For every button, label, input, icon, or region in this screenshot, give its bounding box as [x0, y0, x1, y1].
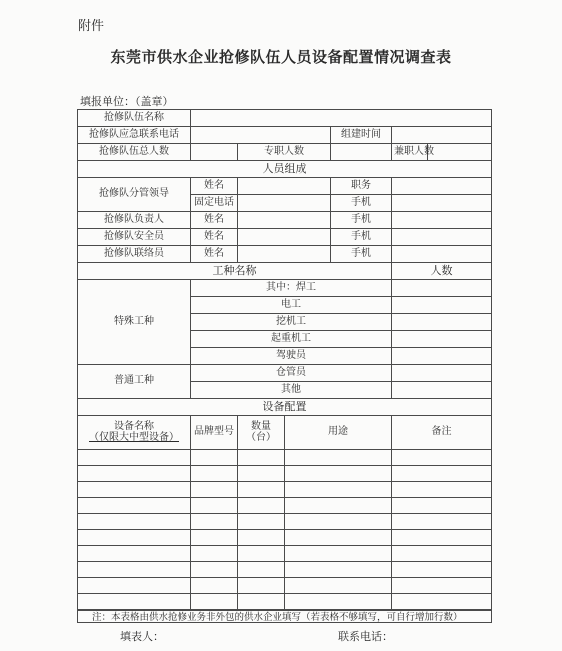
total-count-field[interactable]: [191, 144, 238, 161]
page-title: 东莞市供水企业抢修队伍人员设备配置情况调查表: [110, 48, 452, 66]
leader-mobile-field[interactable]: [392, 195, 492, 212]
equipment-cell[interactable]: [78, 562, 191, 578]
personnel-section-header: 人员组成: [78, 161, 492, 178]
welder-count-field[interactable]: [392, 280, 492, 297]
equipment-cell[interactable]: [191, 514, 238, 530]
equipment-cell[interactable]: [392, 546, 492, 562]
equipment-cell[interactable]: [392, 450, 492, 466]
other-count-field[interactable]: [392, 382, 492, 399]
liaison-name-label: 姓名: [191, 246, 238, 263]
head-mobile-label: 手机: [331, 212, 392, 229]
use-header: 用途: [285, 416, 392, 450]
equipment-cell[interactable]: [238, 546, 285, 562]
equipment-cell[interactable]: [285, 578, 392, 594]
equipment-cell[interactable]: [285, 466, 392, 482]
equipment-cell[interactable]: [78, 594, 191, 610]
equipment-cell[interactable]: [392, 578, 492, 594]
warehouse-count-field[interactable]: [392, 365, 492, 382]
equipment-cell[interactable]: [78, 546, 191, 562]
fill-unit-label: 填报单位：（盖章）: [80, 95, 174, 108]
special-trades-label: 特殊工种: [78, 280, 191, 365]
general-trades-label: 普通工种: [78, 365, 191, 399]
parttime-count-label: 兼职人数: [392, 144, 428, 161]
equipment-cell[interactable]: [78, 514, 191, 530]
fulltime-count-label: 专职人数: [238, 144, 331, 161]
trades-header: 工种名称: [78, 263, 392, 280]
equipment-cell[interactable]: [392, 562, 492, 578]
equipment-cell[interactable]: [238, 450, 285, 466]
equipment-cell[interactable]: [392, 530, 492, 546]
equipment-cell[interactable]: [78, 482, 191, 498]
qty-line2: （台）: [246, 431, 276, 443]
safety-mobile-field[interactable]: [392, 229, 492, 246]
total-count-label: 抢修队伍总人数: [78, 144, 191, 161]
equipment-cell[interactable]: [191, 594, 238, 610]
trade-welder: [191, 280, 392, 297]
leader-mobile-label: 手机: [331, 195, 392, 212]
equipment-cell[interactable]: [78, 466, 191, 482]
electrician-count-field[interactable]: [392, 297, 492, 314]
attachment-label: 附件: [78, 19, 105, 34]
welder-label: 焊工: [296, 281, 316, 293]
equipment-cell[interactable]: [78, 450, 191, 466]
equipment-name-line2: （仅限大中型设备）: [89, 431, 179, 443]
qty-header: [238, 416, 285, 450]
team-name-label: 抢修队伍名称: [78, 110, 191, 127]
head-name-field[interactable]: [238, 212, 331, 229]
liaison-label: 抢修队联络员: [78, 246, 191, 263]
trade-excavator: 挖机工: [191, 314, 392, 331]
trade-driver: 驾驶员: [191, 348, 392, 365]
safety-name-field[interactable]: [238, 229, 331, 246]
head-label: 抢修队负责人: [78, 212, 191, 229]
equipment-cell[interactable]: [78, 498, 191, 514]
leader-name-field[interactable]: [238, 178, 331, 195]
equipment-cell[interactable]: [238, 466, 285, 482]
equipment-cell[interactable]: [285, 546, 392, 562]
equipment-cell[interactable]: [392, 466, 492, 482]
leader-name-label: 姓名: [191, 178, 238, 195]
remark-header: 备注: [392, 416, 492, 450]
welder-prefix: 其中：: [266, 281, 296, 293]
leader-position-label: 职务: [331, 178, 392, 195]
equipment-cell[interactable]: [238, 578, 285, 594]
equipment-cell[interactable]: [285, 450, 392, 466]
contact-phone-label: 联系电话：: [338, 630, 393, 643]
fulltime-count-field[interactable]: [331, 144, 392, 161]
equipment-cell[interactable]: [238, 498, 285, 514]
filler-label: 填表人：: [120, 630, 164, 643]
trade-electrician: 电工: [191, 297, 392, 314]
leader-position-field[interactable]: [392, 178, 492, 195]
liaison-mobile-label: 手机: [331, 246, 392, 263]
equipment-cell[interactable]: [191, 530, 238, 546]
equipment-cell[interactable]: [285, 562, 392, 578]
equipment-cell[interactable]: [191, 578, 238, 594]
equipment-cell[interactable]: [285, 482, 392, 498]
leader-landline-label: 固定电话: [191, 195, 238, 212]
equipment-name-header: [78, 416, 191, 450]
founded-label: 组建时间: [331, 127, 392, 144]
team-name-field[interactable]: [191, 110, 492, 127]
form-note: 注：本表格由供水抢修业务非外包的供水企业填写（若表格不够填写，可自行增加行数）: [92, 612, 463, 623]
equipment-name-line1: 设备名称: [114, 421, 154, 432]
equipment-section-header: 设备配置: [78, 399, 492, 416]
equipment-cell[interactable]: [392, 594, 492, 610]
equipment-cell[interactable]: [191, 562, 238, 578]
equipment-cell[interactable]: [392, 498, 492, 514]
equipment-cell[interactable]: [78, 578, 191, 594]
equipment-cell[interactable]: [238, 514, 285, 530]
trades-count-header: 人数: [392, 263, 492, 280]
equipment-cell[interactable]: [191, 546, 238, 562]
founded-field[interactable]: [392, 127, 492, 144]
equipment-cell[interactable]: [392, 482, 492, 498]
leader-landline-field[interactable]: [238, 195, 331, 212]
equipment-cell[interactable]: [191, 466, 238, 482]
qty-line1: 数量: [251, 421, 271, 432]
trade-crane: 起重机工: [191, 331, 392, 348]
emergency-phone-field[interactable]: [191, 127, 331, 144]
liaison-name-field[interactable]: [238, 246, 331, 263]
equipment-cell[interactable]: [191, 450, 238, 466]
trade-warehouse: 仓管员: [191, 365, 392, 382]
emergency-phone-label: 抢修队应急联系电话: [78, 127, 191, 144]
safety-mobile-label: 手机: [331, 229, 392, 246]
equipment-cell[interactable]: [285, 530, 392, 546]
safety-label: 抢修队安全员: [78, 229, 191, 246]
head-name-label: 姓名: [191, 212, 238, 229]
equipment-cell[interactable]: [285, 594, 392, 610]
driver-count-field[interactable]: [392, 348, 492, 365]
safety-name-label: 姓名: [191, 229, 238, 246]
brand-header: 品牌型号: [191, 416, 238, 450]
equipment-cell[interactable]: [238, 482, 285, 498]
trade-other: 其他: [191, 382, 392, 399]
excavator-count-field[interactable]: [392, 314, 492, 331]
equipment-cell[interactable]: [78, 530, 191, 546]
equipment-cell[interactable]: [238, 594, 285, 610]
equipment-cell[interactable]: [238, 530, 285, 546]
equipment-cell[interactable]: [392, 514, 492, 530]
head-mobile-field[interactable]: [392, 212, 492, 229]
equipment-cell[interactable]: [191, 498, 238, 514]
crane-count-field[interactable]: [392, 331, 492, 348]
equipment-cell[interactable]: [191, 482, 238, 498]
leader-label: 抢修队分管领导: [78, 178, 191, 212]
equipment-cell[interactable]: [285, 498, 392, 514]
survey-form-table: [77, 109, 492, 623]
equipment-cell[interactable]: [238, 562, 285, 578]
liaison-mobile-field[interactable]: [392, 246, 492, 263]
parttime-count-field[interactable]: [428, 144, 492, 161]
equipment-cell[interactable]: [285, 514, 392, 530]
